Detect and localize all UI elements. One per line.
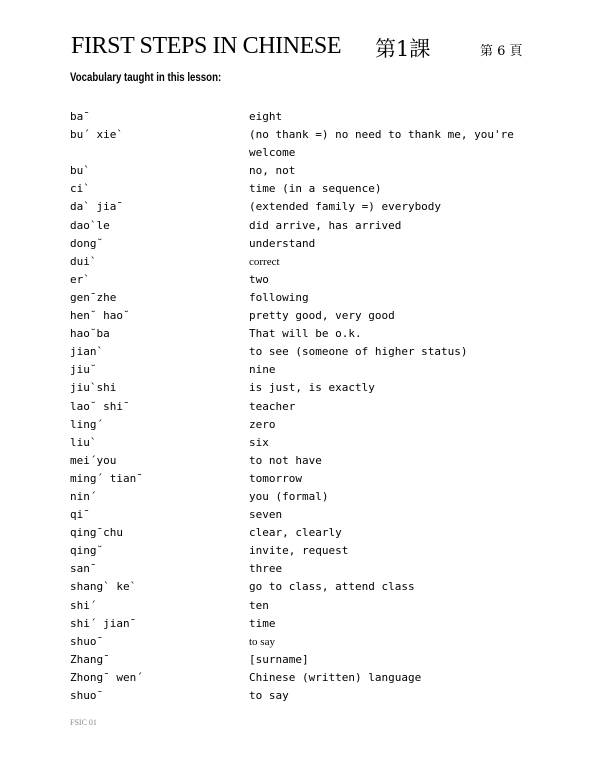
vocab-pinyin: qing˘ (70, 544, 104, 558)
vocab-meaning: following (249, 290, 309, 304)
vocab-row (70, 162, 550, 180)
vocab-row (70, 560, 550, 578)
vocab-meaning: you (formal) (249, 489, 329, 503)
vocab-meaning: [surname] (249, 652, 309, 666)
vocab-pinyin: Zhong¯ wen´ (70, 670, 143, 684)
vocab-meaning: time (in a sequence) (249, 182, 382, 196)
page-title: FIRST STEPS IN CHINESE (71, 33, 342, 59)
vocab-pinyin: hao˘ba (70, 327, 110, 341)
vocabulary-list (70, 108, 550, 705)
vocab-meaning: to say (249, 689, 289, 702)
vocab-meaning: is just, is exactly (249, 381, 375, 395)
vocab-row (70, 434, 550, 452)
vocab-row (70, 452, 550, 470)
vocab-pinyin: liu` (70, 435, 97, 449)
vocab-pinyin: gen¯zhe (70, 290, 117, 304)
vocab-meaning: three (249, 562, 283, 576)
vocab-meaning: invite, request (249, 544, 349, 558)
vocab-meaning: eight (249, 110, 283, 123)
vocab-meaning: zero (249, 417, 276, 431)
vocab-row (70, 180, 550, 198)
vocab-pinyin: lao˘ shi¯ (70, 399, 130, 413)
vocab-pinyin: hen˘ hao˘ (70, 309, 130, 323)
vocab-pinyin: shi´ (70, 598, 97, 612)
vocab-meaning: to not have (249, 453, 322, 467)
vocab-pinyin: dui` (70, 254, 97, 268)
vocab-pinyin: jiu˘ (70, 363, 97, 377)
vocab-meaning: six (249, 435, 269, 449)
vocab-row (70, 198, 550, 216)
vocab-row (70, 271, 550, 289)
vocab-row (70, 217, 550, 235)
vocab-pinyin: jiu`shi (70, 381, 117, 395)
vocab-meaning: nine (249, 363, 276, 377)
lesson-number-chinese: 第1課 (375, 37, 431, 61)
vocab-meaning: seven (249, 508, 283, 522)
vocab-row (70, 108, 550, 126)
vocab-meaning: did arrive, has arrived (249, 218, 402, 232)
vocab-pinyin: ling´ (70, 417, 104, 431)
vocab-pinyin: qing¯chu (70, 526, 123, 540)
vocab-meaning: (no thank =) no need to thank me, you're welcome (249, 128, 514, 160)
vocab-row (70, 470, 550, 488)
vocab-row (70, 253, 550, 271)
vocab-row (70, 578, 550, 596)
vocab-row (70, 307, 550, 325)
vocab-row (70, 669, 550, 687)
vocab-pinyin: ming´ tian¯ (70, 471, 143, 485)
vocab-row (70, 651, 550, 669)
vocab-meaning: ten (249, 598, 269, 612)
vocab-meaning: That will be o.k. (249, 327, 362, 341)
vocab-pinyin: da` jia¯ (70, 200, 123, 214)
vocab-meaning: to say (249, 635, 275, 648)
vocab-pinyin: Zhang¯ (70, 652, 110, 666)
vocab-row (70, 398, 550, 416)
vocab-meaning: pretty good, very good (249, 309, 395, 323)
vocab-row (70, 597, 550, 615)
vocab-row (70, 506, 550, 524)
vocab-pinyin: shuo¯ (70, 689, 104, 702)
vocab-pinyin: qi¯ (70, 508, 90, 522)
vocab-row (70, 633, 550, 651)
vocab-pinyin: dao`le (70, 218, 110, 232)
vocab-meaning: go to class, attend class (249, 580, 415, 594)
vocab-pinyin: san¯ (70, 562, 97, 576)
vocab-pinyin: shang` ke` (70, 580, 137, 594)
page-header (71, 33, 571, 69)
vocab-row (70, 126, 550, 162)
vocab-meaning: to see (someone of higher status) (249, 345, 468, 359)
section-subheading: Vocabulary taught in this lesson: (70, 72, 222, 84)
vocab-pinyin: nin´ (70, 489, 97, 503)
vocab-row (70, 687, 550, 705)
page-number-chinese: 第 6 頁 (480, 44, 523, 59)
vocab-meaning: tomorrow (249, 471, 302, 485)
vocab-row (70, 488, 550, 506)
vocab-row (70, 343, 550, 361)
vocab-row (70, 361, 550, 379)
vocab-pinyin: shi´ jian¯ (70, 616, 137, 630)
vocab-pinyin: bu` (70, 164, 90, 178)
vocab-pinyin: ci` (70, 182, 90, 196)
vocab-pinyin: dong˘ (70, 236, 104, 250)
vocab-meaning: understand (249, 236, 316, 250)
vocab-pinyin: mei´you (70, 453, 117, 467)
vocab-pinyin: shuo¯ (70, 634, 104, 648)
vocab-pinyin: bu´ xie` (70, 128, 123, 142)
vocab-meaning: correct (249, 255, 280, 268)
vocab-pinyin: er` (70, 272, 90, 286)
vocab-meaning: Chinese (written) language (249, 670, 422, 684)
vocab-row (70, 379, 550, 397)
vocab-row (70, 325, 550, 343)
vocab-meaning: time (249, 616, 276, 630)
vocab-row (70, 416, 550, 434)
vocab-meaning: no, not (249, 164, 296, 178)
page-footer: FSIC 01 (70, 718, 97, 727)
vocab-pinyin: jian` (70, 345, 104, 359)
vocab-row (70, 524, 550, 542)
vocab-row (70, 289, 550, 307)
vocab-meaning: (extended family =) everybody (249, 200, 442, 214)
vocab-meaning: teacher (249, 399, 296, 413)
vocab-meaning: clear, clearly (249, 526, 342, 540)
vocab-pinyin: ba¯ (70, 110, 90, 123)
vocab-row (70, 235, 550, 253)
vocab-row (70, 542, 550, 560)
vocab-row (70, 615, 550, 633)
vocab-meaning: two (249, 272, 269, 286)
